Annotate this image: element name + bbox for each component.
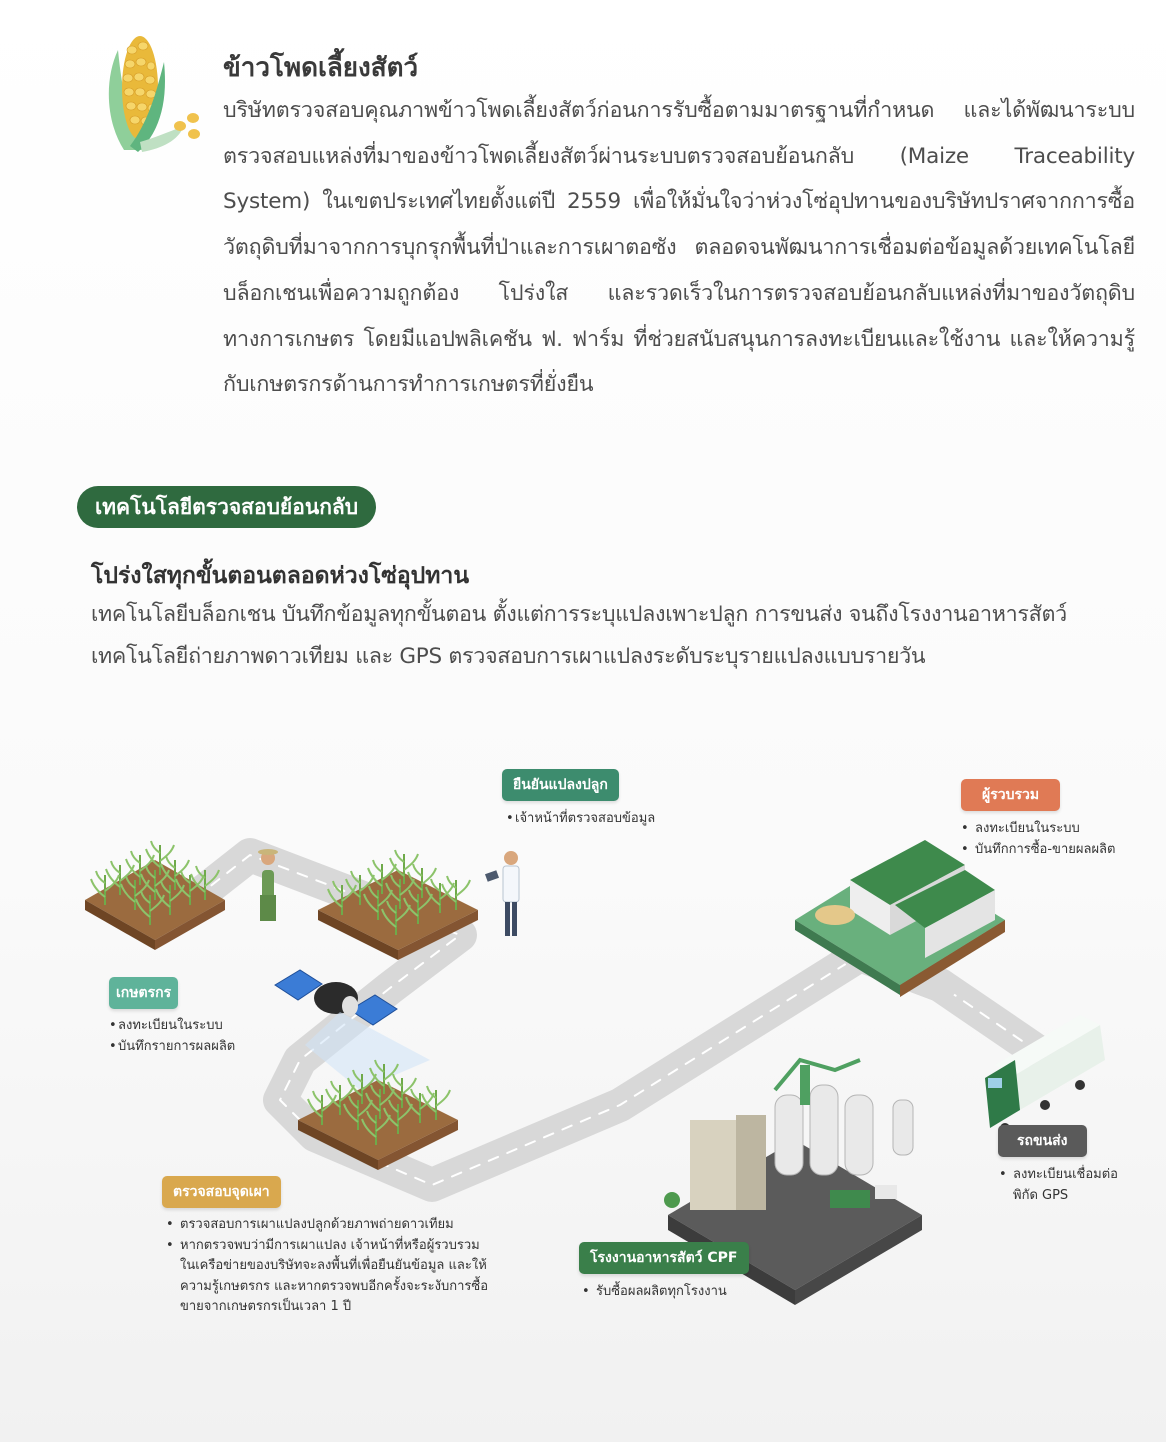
section-title: โปร่งใสทุกขั้นตอนตลอดห่วงโซ่อุปทาน [91, 563, 470, 589]
list-item: • ลงทะเบียนเชื่อมต่อพิกัด GPS [997, 1165, 1137, 1206]
section-paragraph: เทคโนโลยีบล็อกเชน บันทึกข้อมูลทุกขั้นตอน ตั้งแต่การระบุแปลงเพาะปลูก การขนส่ง จนถึงโรงงานอาหารสัตว์เทคโนโลยีถ่ายภาพดาวเทียม และ GPS ตรวจสอบการเผาแปลงระดับระบุรายแปลงแบบรายวัน [91, 602, 1067, 669]
verify-plot-notes [506, 809, 655, 830]
factory-notes [580, 1282, 727, 1303]
factory-tag: โรงงานอาหารสัตว์ CPF [579, 1242, 749, 1274]
transport-notes [997, 1165, 1137, 1206]
list-item: • ลงทะเบียนในระบบ [109, 1016, 235, 1037]
list-item: • หากตรวจพบว่ามีการเผาแปลง เจ้าหน้าที่หรือผู้รวบรวมในเครือข่ายของบริษัทจะลงพื้นที่เพื่อยืนยันข้อมูล และให้ความรู้เกษตรกร และหากตรวจพบอีกครั้งจะระงับการซื้อขายจากเกษตรกรเป็นเวลา 1 ปี [164, 1236, 494, 1318]
list-item: • รับซื้อผลผลิตทุกโรงงาน [580, 1282, 727, 1303]
list-item: • เจ้าหน้าที่ตรวจสอบข้อมูล [506, 809, 655, 830]
intro-section [223, 48, 1135, 408]
collector-notes [959, 819, 1115, 860]
list-item: • ตรวจสอบการเผาแปลงปลูกด้วยภาพถ่ายดาวเทียม [164, 1215, 494, 1236]
intro-paragraph: บริษัทตรวจสอบคุณภาพข้าวโพดเลี้ยงสัตว์ก่อนการรับซื้อตามมาตรฐานที่กำหนด และได้พัฒนาระบบตรวจสอบแหล่งที่มาของข้าวโพดเลี้ยงสัตว์ผ่านระบบตรวจสอบย้อนกลับ (Maize Traceability System) ในเขตประเทศไทยตั้งแต่ปี 2559 เพื่อให้มั่นใจว่าห่วงโซ่อุปทานของบริษัทปราศจากการซื้อวัตถุดิบที่มาจากการบุกรุกพื้นที่ป่าและการเผาตอซัง ตลอดจนพัฒนาการเชื่อมต่อข้อมูลด้วยเทคโนโลยีบล็อกเชนเพื่อความถูกต้อง โปร่งใส และรวดเร็วในการตรวจสอบย้อนกลับแหล่งที่มาของวัตถุดิบทางการเกษตร โดยมีแอปพลิเคชัน ฟ. ฟาร์ม ที่ช่วยสนับสนุนการลงทะเบียนและใช้งาน และให้ความรู้กับเกษตรกรด้านการทำการเกษตรที่ยั่งยืน [223, 98, 1135, 398]
farmer-tag: เกษตรกร [109, 977, 178, 1009]
field-top-left [85, 841, 225, 950]
traceability-section [91, 558, 1141, 678]
list-item: • บันทึกรายการผลผลิต [109, 1037, 235, 1058]
burn-check-tag: ตรวจสอบจุดเผา [162, 1176, 281, 1208]
inspector-figure [485, 851, 519, 936]
section-label-pill: เทคโนโลยีตรวจสอบย้อนกลับ [77, 486, 376, 528]
list-item: • ลงทะเบียนในระบบ [959, 819, 1115, 840]
transport-tag: รถขนส่ง [998, 1125, 1087, 1157]
corn-icon [104, 22, 204, 154]
list-item: • บันทึกการซื้อ-ขายผลผลิต [959, 840, 1115, 861]
farmer-notes [109, 1016, 235, 1057]
verify-plot-tag: ยืนยันแปลงปลูก [502, 769, 619, 801]
collector-tag: ผู้รวบรวม [961, 779, 1060, 811]
burn-check-notes [164, 1215, 494, 1318]
intro-title: ข้าวโพดเลี้ยงสัตว์ [223, 53, 419, 83]
